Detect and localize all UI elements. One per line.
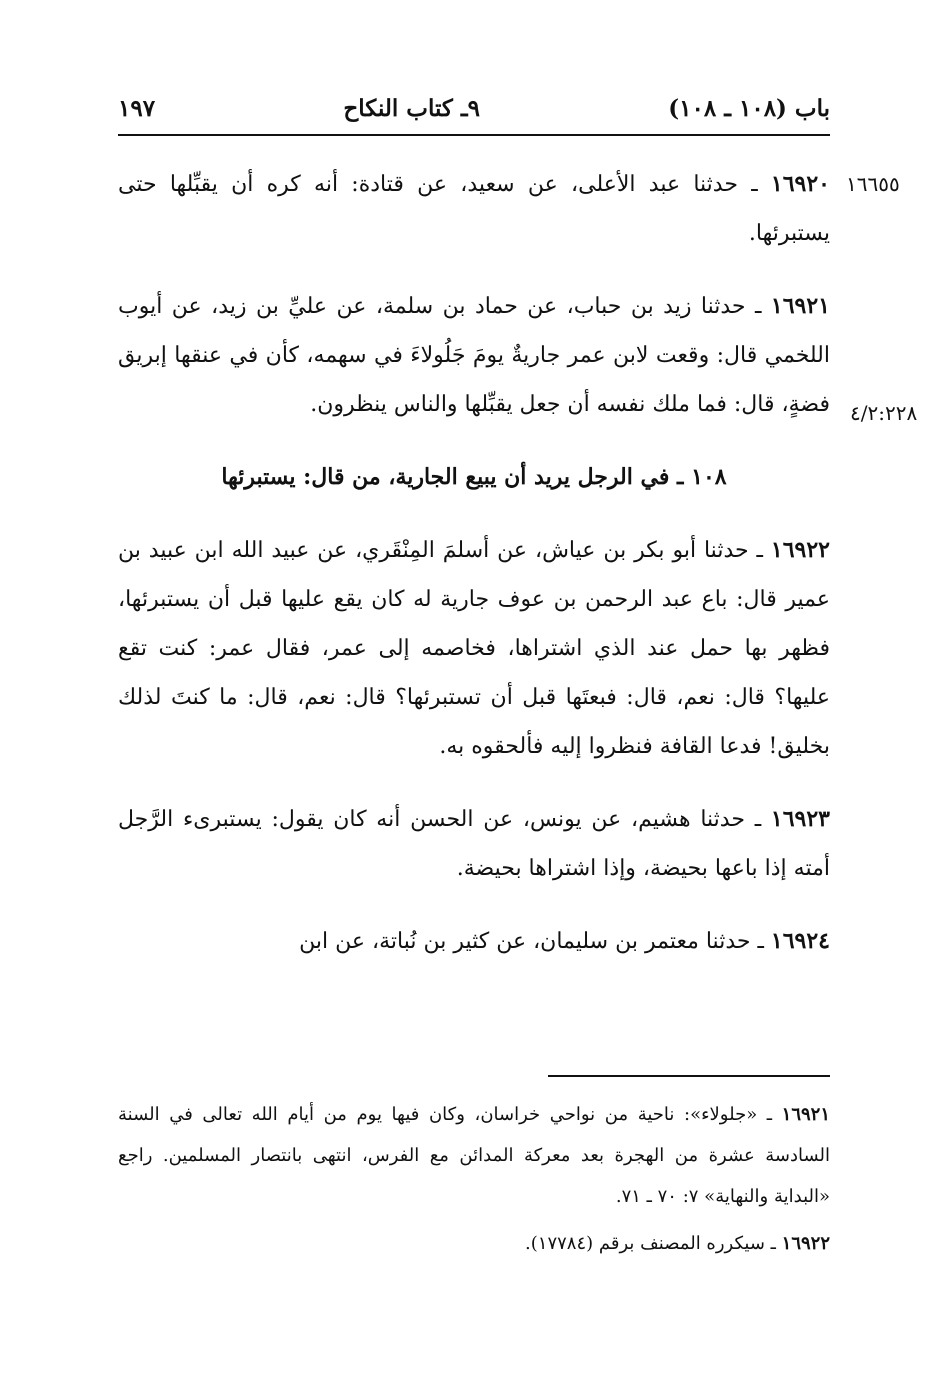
margin-ref-volume: ٤/٢:٢٢٨ [850,401,918,425]
footnote-16921 [118,1094,830,1217]
footnote-number: ١٦٩٢٢ [781,1233,830,1254]
hadith-16922 [118,526,830,771]
header-book-title: ٩ـ كتاب النكاح [343,94,480,122]
footnote-16922 [118,1223,830,1264]
margin-ref-16655: ١٦٦٥٥ [846,172,900,196]
hadith-text: ـ حدثنا هشيم، عن يونس، عن الحسن أنه كان يقول: يستبرىء الرَّجل أمته إذا باعها بحيضة، وإذا اشتراها بحيضة. [118,807,830,881]
hadith-16924 [118,917,830,966]
footnotes [118,1094,830,1270]
hadith-text: ـ حدثنا معتمر بن سليمان، عن كثير بن نُباتة، عن ابن [299,929,771,954]
running-header [118,88,830,128]
chapter-heading: ١٠٨ ـ في الرجل يريد أن يبيع الجارية، من قال: يستبرئها [221,464,727,490]
hadith-text: ـ حدثنا زيد بن حباب، عن حماد بن سلمة، عن عليِّ بن زيد، عن أيوب اللخمي قال: وقعت لابن عمر جاريةٌ يومَ جَلُولاءَ في سهمه، كأن في عنقها إبريق فضةٍ، قال: فما ملك نفسه أن جعل يقبِّلها والناس ينظرون. [118,294,830,417]
footnote-text: ـ «جلولاء»: ناحية من نواحي خراسان، وكان فيها يوم من أيام الله تعالى في السنة السادسة عشرة من الهجرة بعد معركة المدائن مع الفرس، انتهى بانتصار المسلمين. راجع «البداية والنهاية» ٧: ٧٠ ـ ٧١. [118,1104,830,1207]
footnote-number: ١٦٩٢١ [781,1104,830,1125]
hadith-number: ١٦٩٢٠ [770,171,830,197]
footnote-text: ـ سيكرره المصنف برقم (١٧٧٨٤). [525,1233,782,1254]
hadith-text: ـ حدثنا أبو بكر بن عياش، عن أسلمَ المِنْقَري، عن عبيد الله ابن عبيد بن عمير قال: باع عبد الرحمن بن عوف جارية له كان يقع عليها قبل أن يستبرئها، فظهر بها حمل عند الذي اشتراها، فخاصمه إلى عمر، فقال عمر: كنت تقع عليها؟ قال: نعم، قال: فبعتَها قبل أن تستبرئها؟ قال: نعم، قال: ما كنتَ لذلك بخليق! فدعا القافة فنظروا إليه فألحقوه به. [118,538,830,759]
footnote-separator [548,1075,830,1077]
header-rule [118,134,830,136]
hadith-16920 [118,160,830,258]
main-text [118,160,830,990]
header-page-number: ١٩٧ [118,94,156,122]
hadith-16923 [118,795,830,893]
hadith-number: ١٦٩٢٣ [770,806,830,832]
hadith-number: ١٦٩٢٢ [770,537,830,563]
hadith-number: ١٦٩٢٤ [770,928,830,954]
header-chapter-range: باب (١٠٨ ـ ١٠٨) [668,94,830,122]
hadith-text: ـ حدثنا عبد الأعلى، عن سعيد، عن قتادة: أنه كره أن يقبِّلها حتى يستبرئها. [118,172,830,246]
hadith-number: ١٦٩٢١ [770,293,830,319]
hadith-16921 [118,282,830,429]
